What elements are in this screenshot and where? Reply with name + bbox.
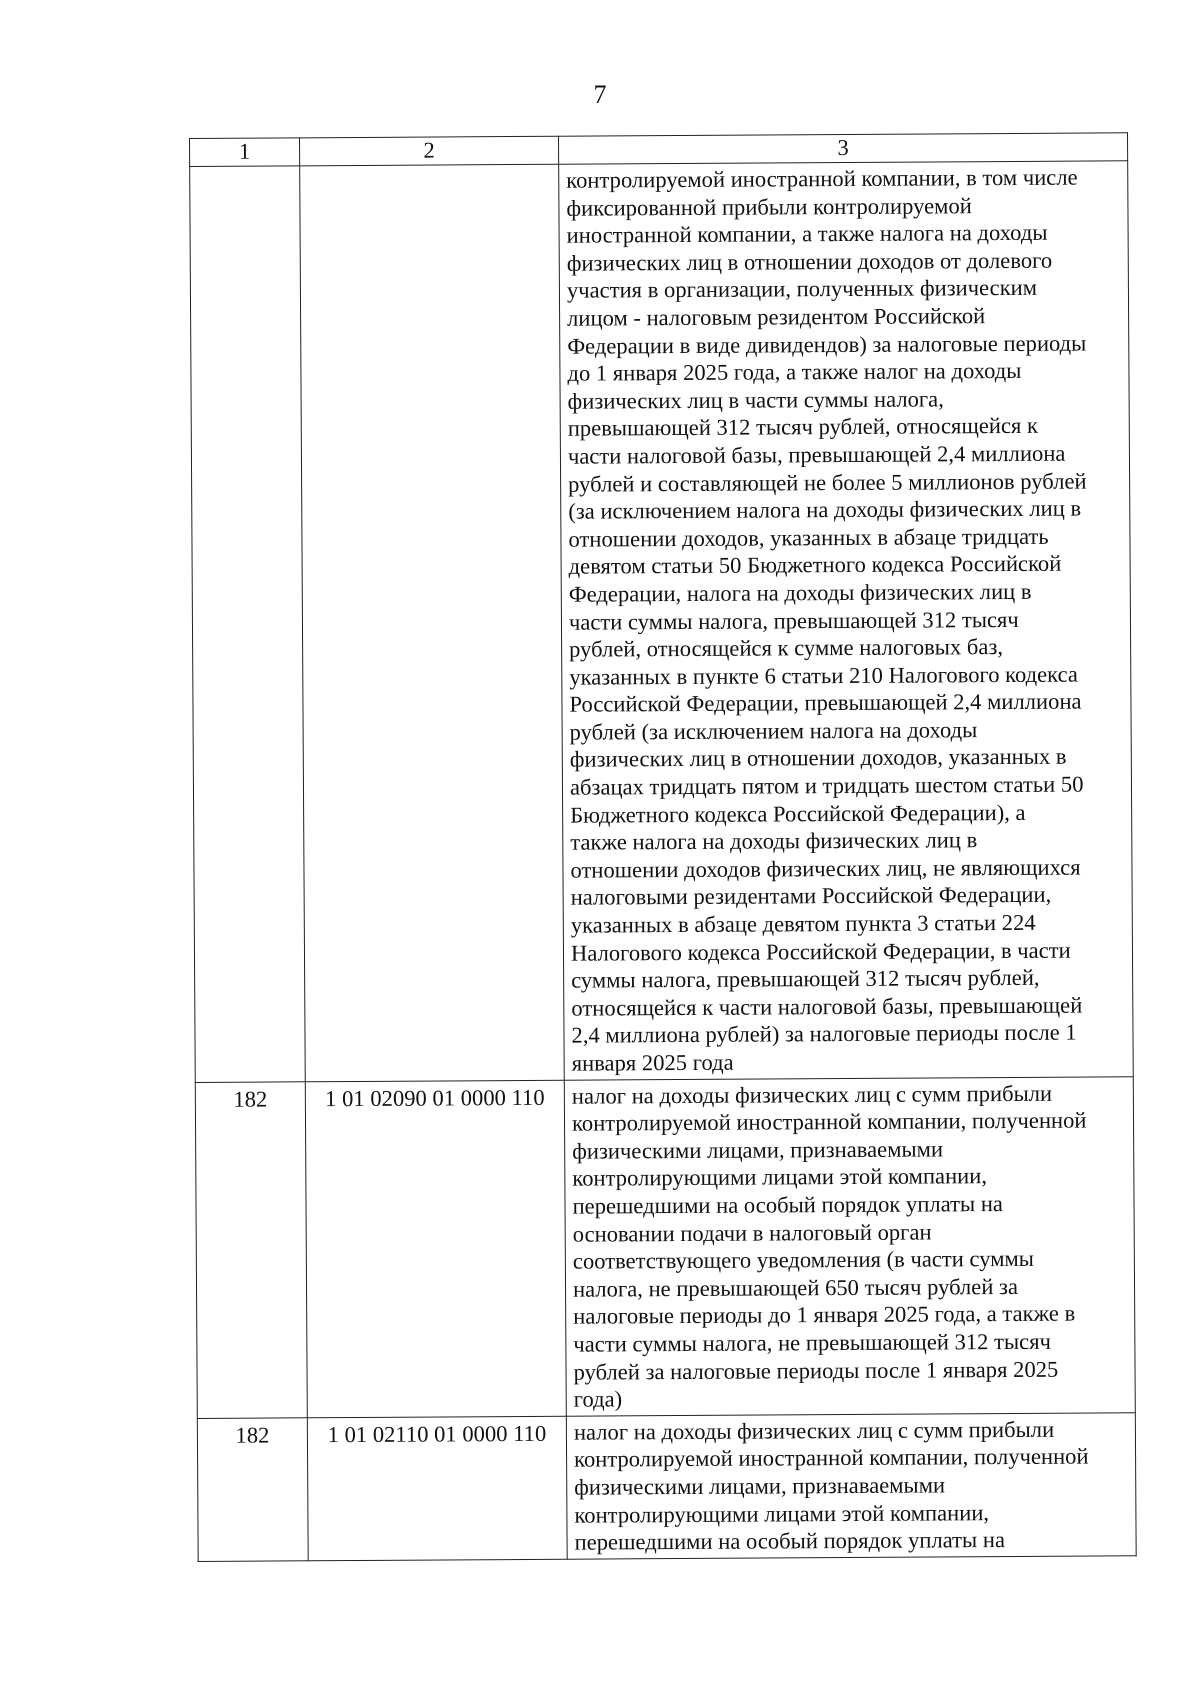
description-line: физических лиц в отношении доходов от долевого xyxy=(566,247,1053,276)
admin-code-cell: 182 xyxy=(197,1418,308,1562)
kbk-code-cell: 1 01 02090 01 0000 110 xyxy=(305,1080,566,1418)
description-line: перешедшими на особый порядок уплаты на xyxy=(574,1527,1006,1555)
description-line: суммы налога, превышающей 312 тысяч рублей, xyxy=(571,965,1040,993)
description-line: основании подачи в налоговый орган xyxy=(572,1219,932,1247)
kbk-code-cell: 1 01 02110 01 0000 110 xyxy=(307,1416,567,1561)
header-cell-3: 3 xyxy=(558,133,1127,164)
description-line: указанных в абзаце девятом пункта 3 статьи 224 xyxy=(570,909,1036,938)
description-line: января 2025 года xyxy=(571,1049,734,1076)
table-row xyxy=(195,1076,1135,1418)
description-line: рублей (за исключением налога на доходы xyxy=(569,717,978,745)
header-cell-1: 1 xyxy=(190,138,300,167)
description-line: налоговыми резидентами Российской Федерации, xyxy=(570,882,1052,911)
description-line: контролируемой иностранной компании, полученной xyxy=(571,1107,1087,1136)
description-line: физических лиц в отношении доходов, указанных в xyxy=(569,744,1067,773)
description-line: контролирующими лицами этой компании, xyxy=(572,1163,988,1192)
description-line: Бюджетного кодекса Российской Федерации), а xyxy=(570,799,1026,828)
description-line: до 1 января 2025 года, а также налог на доходы xyxy=(567,358,1022,386)
description-line: налог на доходы физических лиц с сумм прибыли xyxy=(571,1080,1053,1109)
description-line: (за исключением налога на доходы физических лиц в xyxy=(568,495,1082,524)
admin-code-cell: 182 xyxy=(195,1081,307,1418)
description-line: также налога на доходы физических лиц в xyxy=(570,827,978,855)
description-line: рублей, относящейся к сумме налоговых баз, xyxy=(569,634,1004,662)
description-line: контролирующими лицами этой компании, xyxy=(574,1499,990,1528)
description-line: физическими лицами, признаваемыми xyxy=(574,1472,946,1500)
page-number: 7 xyxy=(593,80,607,109)
admin-code-cell xyxy=(190,166,306,1082)
description-cell xyxy=(559,161,1134,1080)
description-line: относящейся к части налоговой базы, превышающей xyxy=(571,992,1083,1021)
description-line: рублей и составляющей не более 5 миллионов рублей xyxy=(568,468,1087,497)
description-line: года) xyxy=(573,1386,623,1412)
description-line: контролируемой иностранной компании, в том числе xyxy=(566,164,1078,193)
description-line: превышающей 312 тысяч рублей, относящейся к xyxy=(567,413,1039,442)
description-line: налога, не превышающей 650 тысяч рублей за xyxy=(572,1273,1019,1302)
description-line: перешедшими на особый порядок уплаты на xyxy=(572,1191,1003,1219)
description-line: иностранной компании, а также налога на доходы xyxy=(566,219,1048,248)
header-cell-2: 2 xyxy=(300,136,559,166)
description-line: Налогового кодекса Российской Федерации, в части xyxy=(570,937,1071,966)
budget-code-table xyxy=(189,132,1137,1561)
description-line: отношении доходов, указанных в абзаце тридцать xyxy=(568,523,1049,552)
description-line: участия в организации, полученных физическим xyxy=(566,275,1038,304)
description-line: 2,4 миллиона рублей) за налоговые периоды после 1 xyxy=(571,1020,1077,1049)
description-line: указанных в пункте 6 статьи 210 Налогового кодекса xyxy=(569,661,1078,690)
description-line: абзацах тридцать пятом и тридцать шестом статьи 50 xyxy=(569,771,1084,800)
description-line: рублей за налоговые периоды после 1 января 2025 xyxy=(573,1356,1059,1385)
description-line: налоговые периоды до 1 января 2025 года, а также в xyxy=(573,1300,1076,1330)
description-line: отношении доходов физических лиц, не являющихся xyxy=(570,854,1081,883)
description-line: фиксированной прибыли контролируемой xyxy=(566,192,972,221)
description-line: физическими лицами, признаваемыми xyxy=(572,1136,944,1164)
description-line: Федерации, налога на доходы физических лиц в xyxy=(568,578,1032,607)
description-line: Российской Федерации, превышающей 2,4 миллиона xyxy=(569,688,1082,717)
table-row xyxy=(197,1412,1136,1561)
description-line: контролируемой иностранной компании, полученной xyxy=(574,1443,1089,1472)
description-cell xyxy=(566,1412,1136,1558)
description-cell xyxy=(564,1076,1135,1416)
description-line: части суммы налога, не превышающей 312 тысяч xyxy=(573,1328,1051,1357)
kbk-code-cell xyxy=(300,164,565,1081)
description-line: Федерации в виде дивидендов) за налоговые периоды xyxy=(567,330,1087,359)
description-line: соответствующего уведомления (в части суммы xyxy=(572,1246,1035,1274)
description-line: налог на доходы физических лиц с сумм прибыли xyxy=(573,1416,1055,1445)
description-line: девятом статьи 50 Бюджетного кодекса Российской xyxy=(568,550,1062,580)
description-line: физических лиц в части суммы налога, xyxy=(567,386,944,414)
description-line: части суммы налога, превышающей 312 тысяч xyxy=(568,606,1019,635)
description-line: лицом - налоговым резидентом Российской xyxy=(567,303,986,331)
description-line: части налоговой базы, превышающей 2,4 миллиона xyxy=(567,440,1066,469)
table-row xyxy=(190,161,1134,1082)
